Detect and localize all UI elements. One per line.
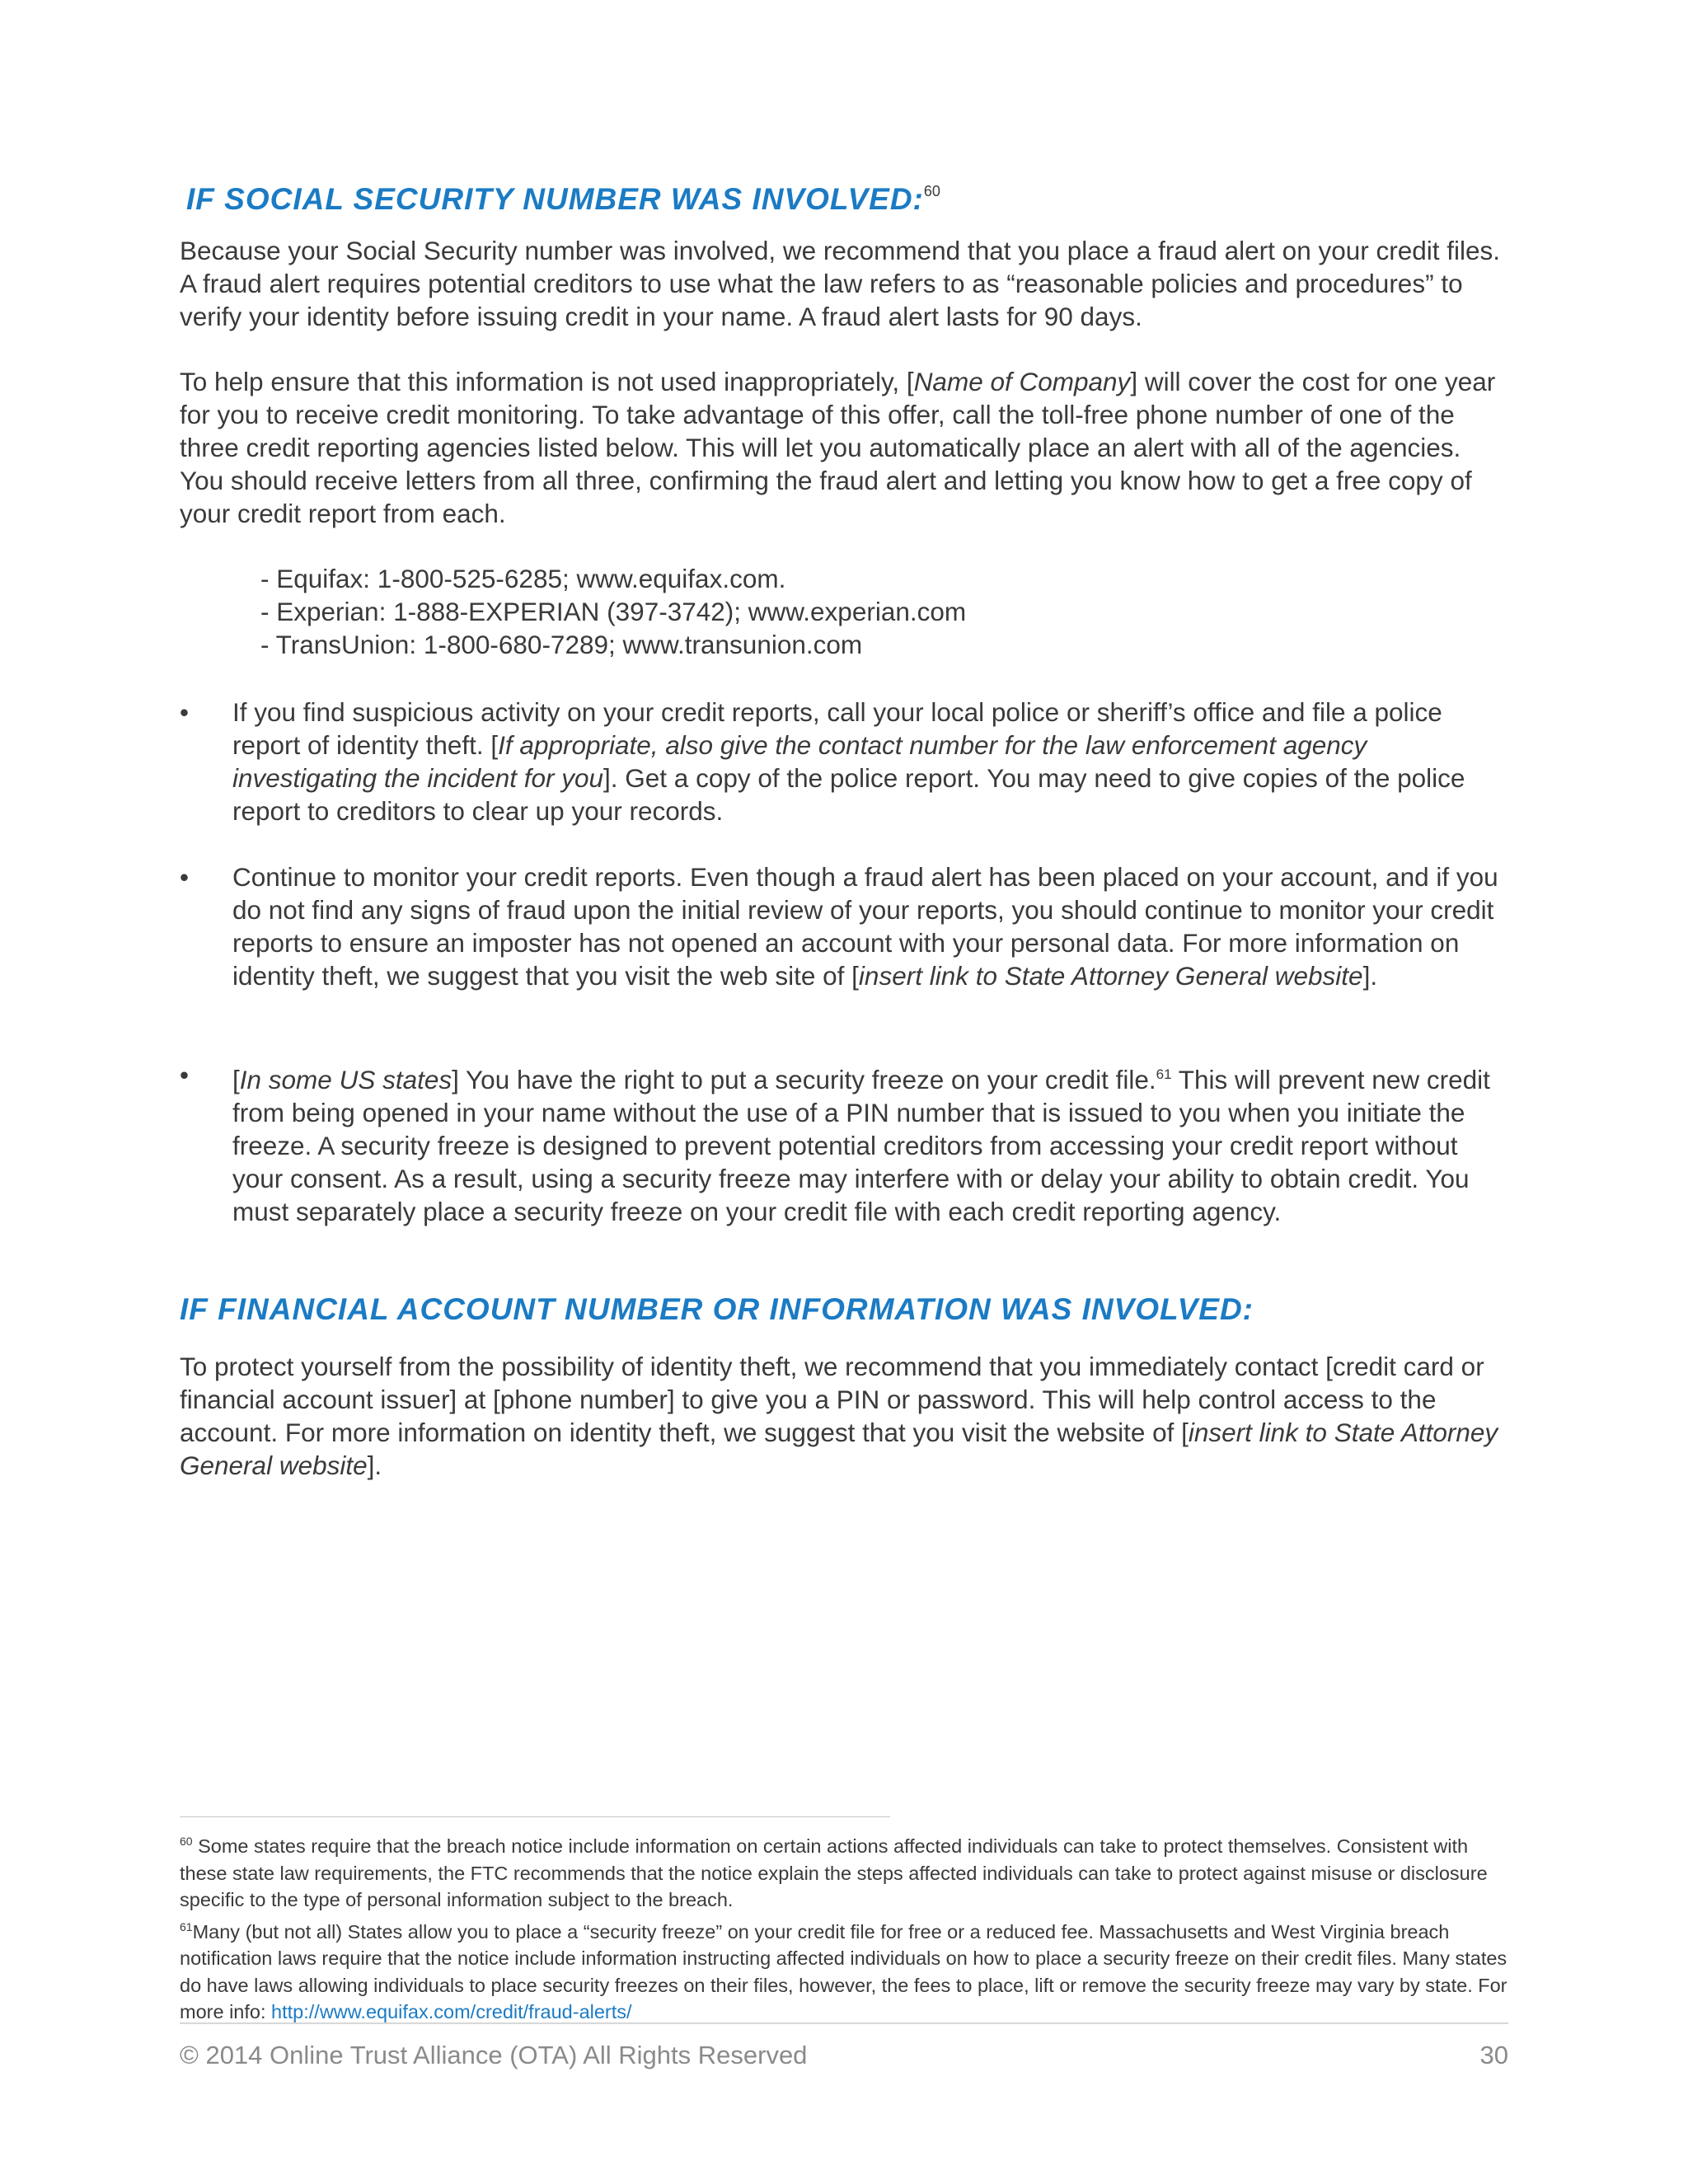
footnotes: [180, 1828, 1508, 2026]
footnote-ref-61[interactable]: 61: [1156, 1066, 1172, 1082]
ssn-paragraph-2: [180, 365, 1508, 530]
footnote-60: [180, 1828, 1508, 1914]
bullet-2-part-b: ].: [1362, 961, 1378, 991]
bullet-2-part-a: Continue to monitor your credit reports. Even though a fraud alert has been placed on your account, and if you do not find any signs of fraud upon the initial review of your reports, you should continue to monitor your credit reports to ensure an imposter has not opened an account with your personal data. For more information on identity theft, we suggest that you visit the web site of [: [232, 862, 1498, 991]
bullet-1-part-b: ]. Get a copy of the police report. You may need to give copies of the police report to creditors to clear up your records.: [232, 763, 1465, 826]
bullet-1-part-a: If you find suspicious activity on your credit reports, call your local police or sheriff’s office and file a police report of identity theft. [: [232, 697, 1442, 760]
heading-ssn: [186, 173, 1515, 218]
financial-paragraph-part-a: To protect yourself from the possibility of identity theft, we recommend that you immediately contact [credit card or financial account issuer] at [phone number] to give you a PIN or password. This will help control access to the account. For more information on identity theft, we suggest that you visit the website of [: [180, 1352, 1484, 1447]
bullet-police-report: [180, 696, 1508, 827]
bullet-icon: •: [180, 697, 190, 727]
footnote-61-number: 61: [180, 1919, 193, 1933]
bullet-2-italic: insert link to State Attorney General website: [858, 961, 1363, 991]
footnote-60-number: 60: [180, 1835, 193, 1848]
bullet-3-part-a: ] You have the right to put a security freeze on your credit file.: [452, 1065, 1156, 1094]
footnote-ref-60[interactable]: 60: [923, 183, 940, 199]
agency-equifax: - Equifax: 1-800-525-6285; www.equifax.com.: [260, 564, 786, 593]
bullet-police-report-text: [232, 696, 1508, 827]
bullet-security-freeze-text: [232, 1058, 1508, 1228]
page-number: 30: [1479, 2041, 1508, 2069]
footnote-divider: [180, 1816, 890, 1817]
bullet-security-freeze: [180, 1058, 1508, 1228]
bullet-monitor-reports: [180, 860, 1508, 992]
ssn-paragraph-1-block: [180, 234, 1508, 333]
heading-ssn-text: IF SOCIAL SECURITY NUMBER WAS INVOLVED:: [186, 182, 924, 216]
footnote-60-text: Some states require that the breach notice include information on certain actions affected individuals can take to protect themselves. Consistent with these state law requirements, the FTC recommends that the notice explain the steps affected individuals can take to protect against misuse or disclosure specific to the type of personal information subject to the breach.: [180, 1835, 1488, 1910]
financial-paragraph-part-b: ].: [367, 1451, 382, 1480]
section-financial: [180, 1291, 1508, 1328]
heading-financial: IF FINANCIAL ACCOUNT NUMBER OR INFORMATION WAS INVOLVED:: [180, 1292, 1254, 1326]
bullet-icon: •: [180, 1060, 190, 1090]
agency-transunion: - TransUnion: 1-800-680-7289; www.transunion.com: [260, 630, 863, 659]
financial-paragraph-italic: insert link to State Attorney General website: [180, 1418, 1498, 1480]
section-ssn: [186, 173, 1515, 218]
footnote-61-text: Many (but not all) States allow you to place a “security freeze” on your credit file for free or a reduced fee. Massachusetts and West Virginia breach notification laws require that the notice include information instructing affected individuals on how to place a security freeze on their credit files. Many states do have laws allowing individuals to place security freezes on their files, however, the fees to place, lift or remove the security freeze may vary by state. For more info:: [180, 1920, 1507, 2022]
financial-paragraph: [180, 1350, 1508, 1482]
bullet-monitor-reports-text: [232, 860, 1508, 992]
ssn-paragraph-1: Because your Social Security number was involved, we recommend that you place a fraud alert on your credit files. A fraud alert requires potential creditors to use what the law refers to as “reasonable policies and procedures” to verify your identity before issuing credit in your name. A fraud alert lasts for 90 days.: [180, 236, 1501, 331]
bullet-3-open-bracket: [: [232, 1065, 240, 1094]
footer-divider: [180, 2022, 1508, 2024]
ssn-paragraph-2-part-b: ] will cover the cost for one year for you to receive credit monitoring. To take advantage of this offer, call the toll-free phone number of one of the three credit reporting agencies listed below. This will let you automatically place an alert with all of the agencies. You should receive letters from all three, confirming the fraud alert and letting you know how to get a free copy of your credit report from each.: [180, 367, 1496, 528]
bullet-1-italic: If appropriate, also give the contact number for the law enforcement agency investigating the incident for you: [232, 730, 1367, 793]
ssn-paragraph-2-block: [180, 365, 1508, 530]
bullet-3-part-b: This will prevent new credit from being opened in your name without the use of a PIN number that is issued to you when you initiate the freeze. A security freeze is designed to prevent potential creditors from accessing your credit report without your consent. As a result, using a security freeze may interfere with or delay your ability to obtain credit. You must separately place a security freeze on your credit file with each credit reporting agency.: [232, 1065, 1490, 1226]
equifax-fraud-alerts-link[interactable]: http://www.equifax.com/credit/fraud-alerts/: [271, 2001, 632, 2022]
ssn-paragraph-2-part-a: To help ensure that this information is not used inappropriately, [: [180, 367, 914, 396]
footer-copyright: © 2014 Online Trust Alliance (OTA) All Rights Reserved: [180, 2041, 808, 2069]
footnote-61: [180, 1914, 1508, 2026]
bullet-icon: •: [180, 862, 190, 892]
bullet-3-italic: In some US states: [239, 1065, 452, 1094]
financial-paragraph-block: [180, 1350, 1508, 1482]
agency-list: [180, 562, 1508, 661]
company-name-placeholder: Name of Company: [913, 367, 1131, 396]
agency-experian: - Experian: 1-888-EXPERIAN (397-3742); www.experian.com: [260, 597, 967, 626]
